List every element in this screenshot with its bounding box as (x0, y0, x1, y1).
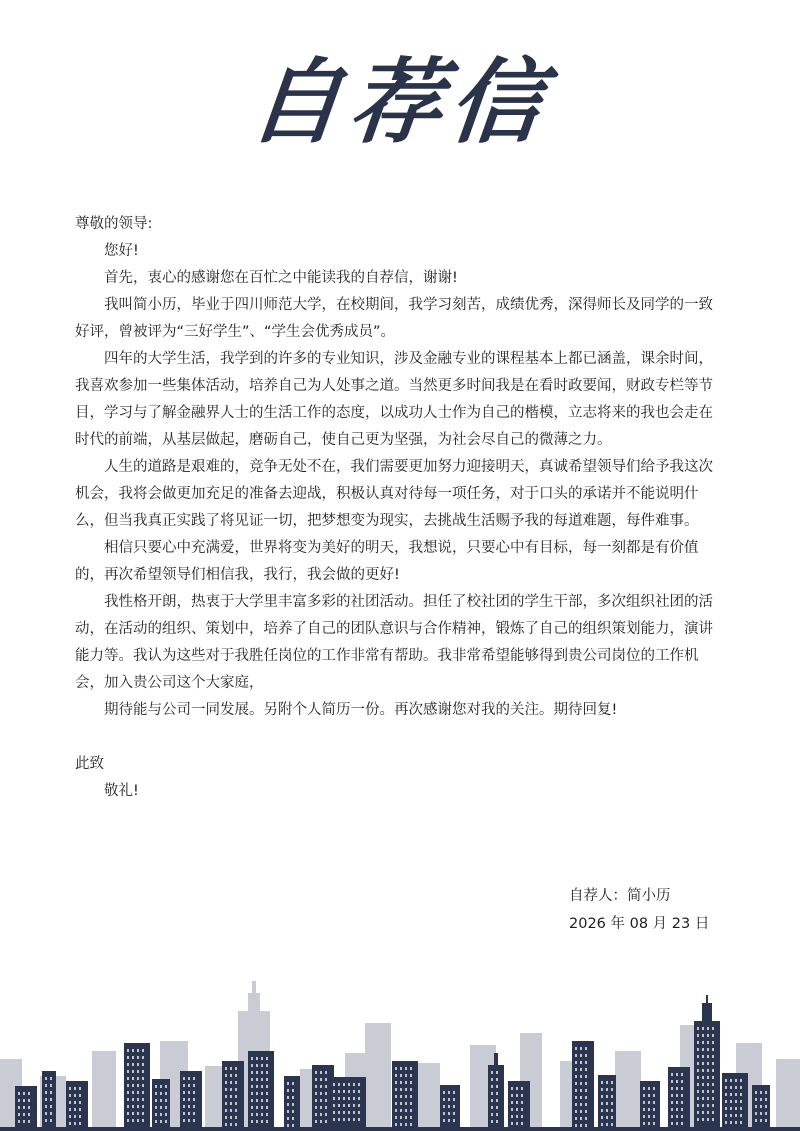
paragraph-4: 人生的道路是艰难的，竞争无处不在，我们需要更加努力迎接明天，真诚希望领导们给予我这次机会，我将会做更加充足的准备去迎战，积极认真对待每一项任务，对于口头的承诺并不能说明什么，但当我真正实践了将见证一切，把梦想变为现实，去挑战生活赐予我的每道难题，每件难事。 (75, 459, 713, 529)
signature-block (569, 882, 769, 938)
title-text: 自荐信 (244, 48, 556, 156)
paragraph-3: 四年的大学生活，我学到的许多的专业知识，涉及金融专业的课程基本上都已涵盖，课余时间，我喜欢参加一些集体活动，培养自己为人处事之道。当然更多时间我是在看时政要闻，财政专栏等节目，学习与了解金融界人士的生活工作的态度，以成功人士作为自己的楷模，立志将来的我也会走在时代的前端，从基层做起，磨砺自己，使自己更为坚强，为社会尽自己的微薄之力。 (75, 351, 713, 448)
paragraph-7: 期待能与公司一同发展。另附个人简历一份。再次感谢您对我的关注。期待回复! (104, 702, 618, 718)
city-skyline-decoration (0, 981, 800, 1131)
paragraph-5: 相信只要心中充满爱，世界将变为美好的明天，我想说，只要心中有目标，每一刻都是有价值的，再次希望领导们相信我，我行，我会做的更好! (75, 540, 699, 583)
salutation: 尊敬的领导: (75, 216, 153, 232)
paragraph-2: 我叫简小历，毕业于四川师范大学，在校期间，我学习刻苦，成绩优秀，深得师长及同学的一致好评，曾被评为“三好学生”、“学生会优秀成员”。 (75, 297, 713, 340)
paragraph-1: 首先，衷心的感谢您在百忙之中能读我的自荐信，谢谢! (104, 270, 458, 286)
regards: 敬礼! (104, 783, 139, 799)
date: 2026 年 08 月 23 日 (569, 916, 710, 932)
letter-body (75, 211, 725, 805)
greeting: 您好! (104, 243, 139, 259)
signature: 自荐人：简小历 (569, 888, 671, 904)
paragraph-6: 我性格开朗，热衷于大学里丰富多彩的社团活动。担任了校社团的学生干部，多次组织社团的活动，在活动的组织、策划中，培养了自己的团队意识与合作精神，锻炼了自己的组织策划能力，演讲能力等。我认为这些对于我胜任岗位的工作非常有帮助。我非常希望能够得到贵公司岗位的工作机会，加入贵公司这个大家庭， (75, 594, 713, 691)
letter-title (0, 42, 800, 162)
closing: 此致 (75, 756, 104, 772)
